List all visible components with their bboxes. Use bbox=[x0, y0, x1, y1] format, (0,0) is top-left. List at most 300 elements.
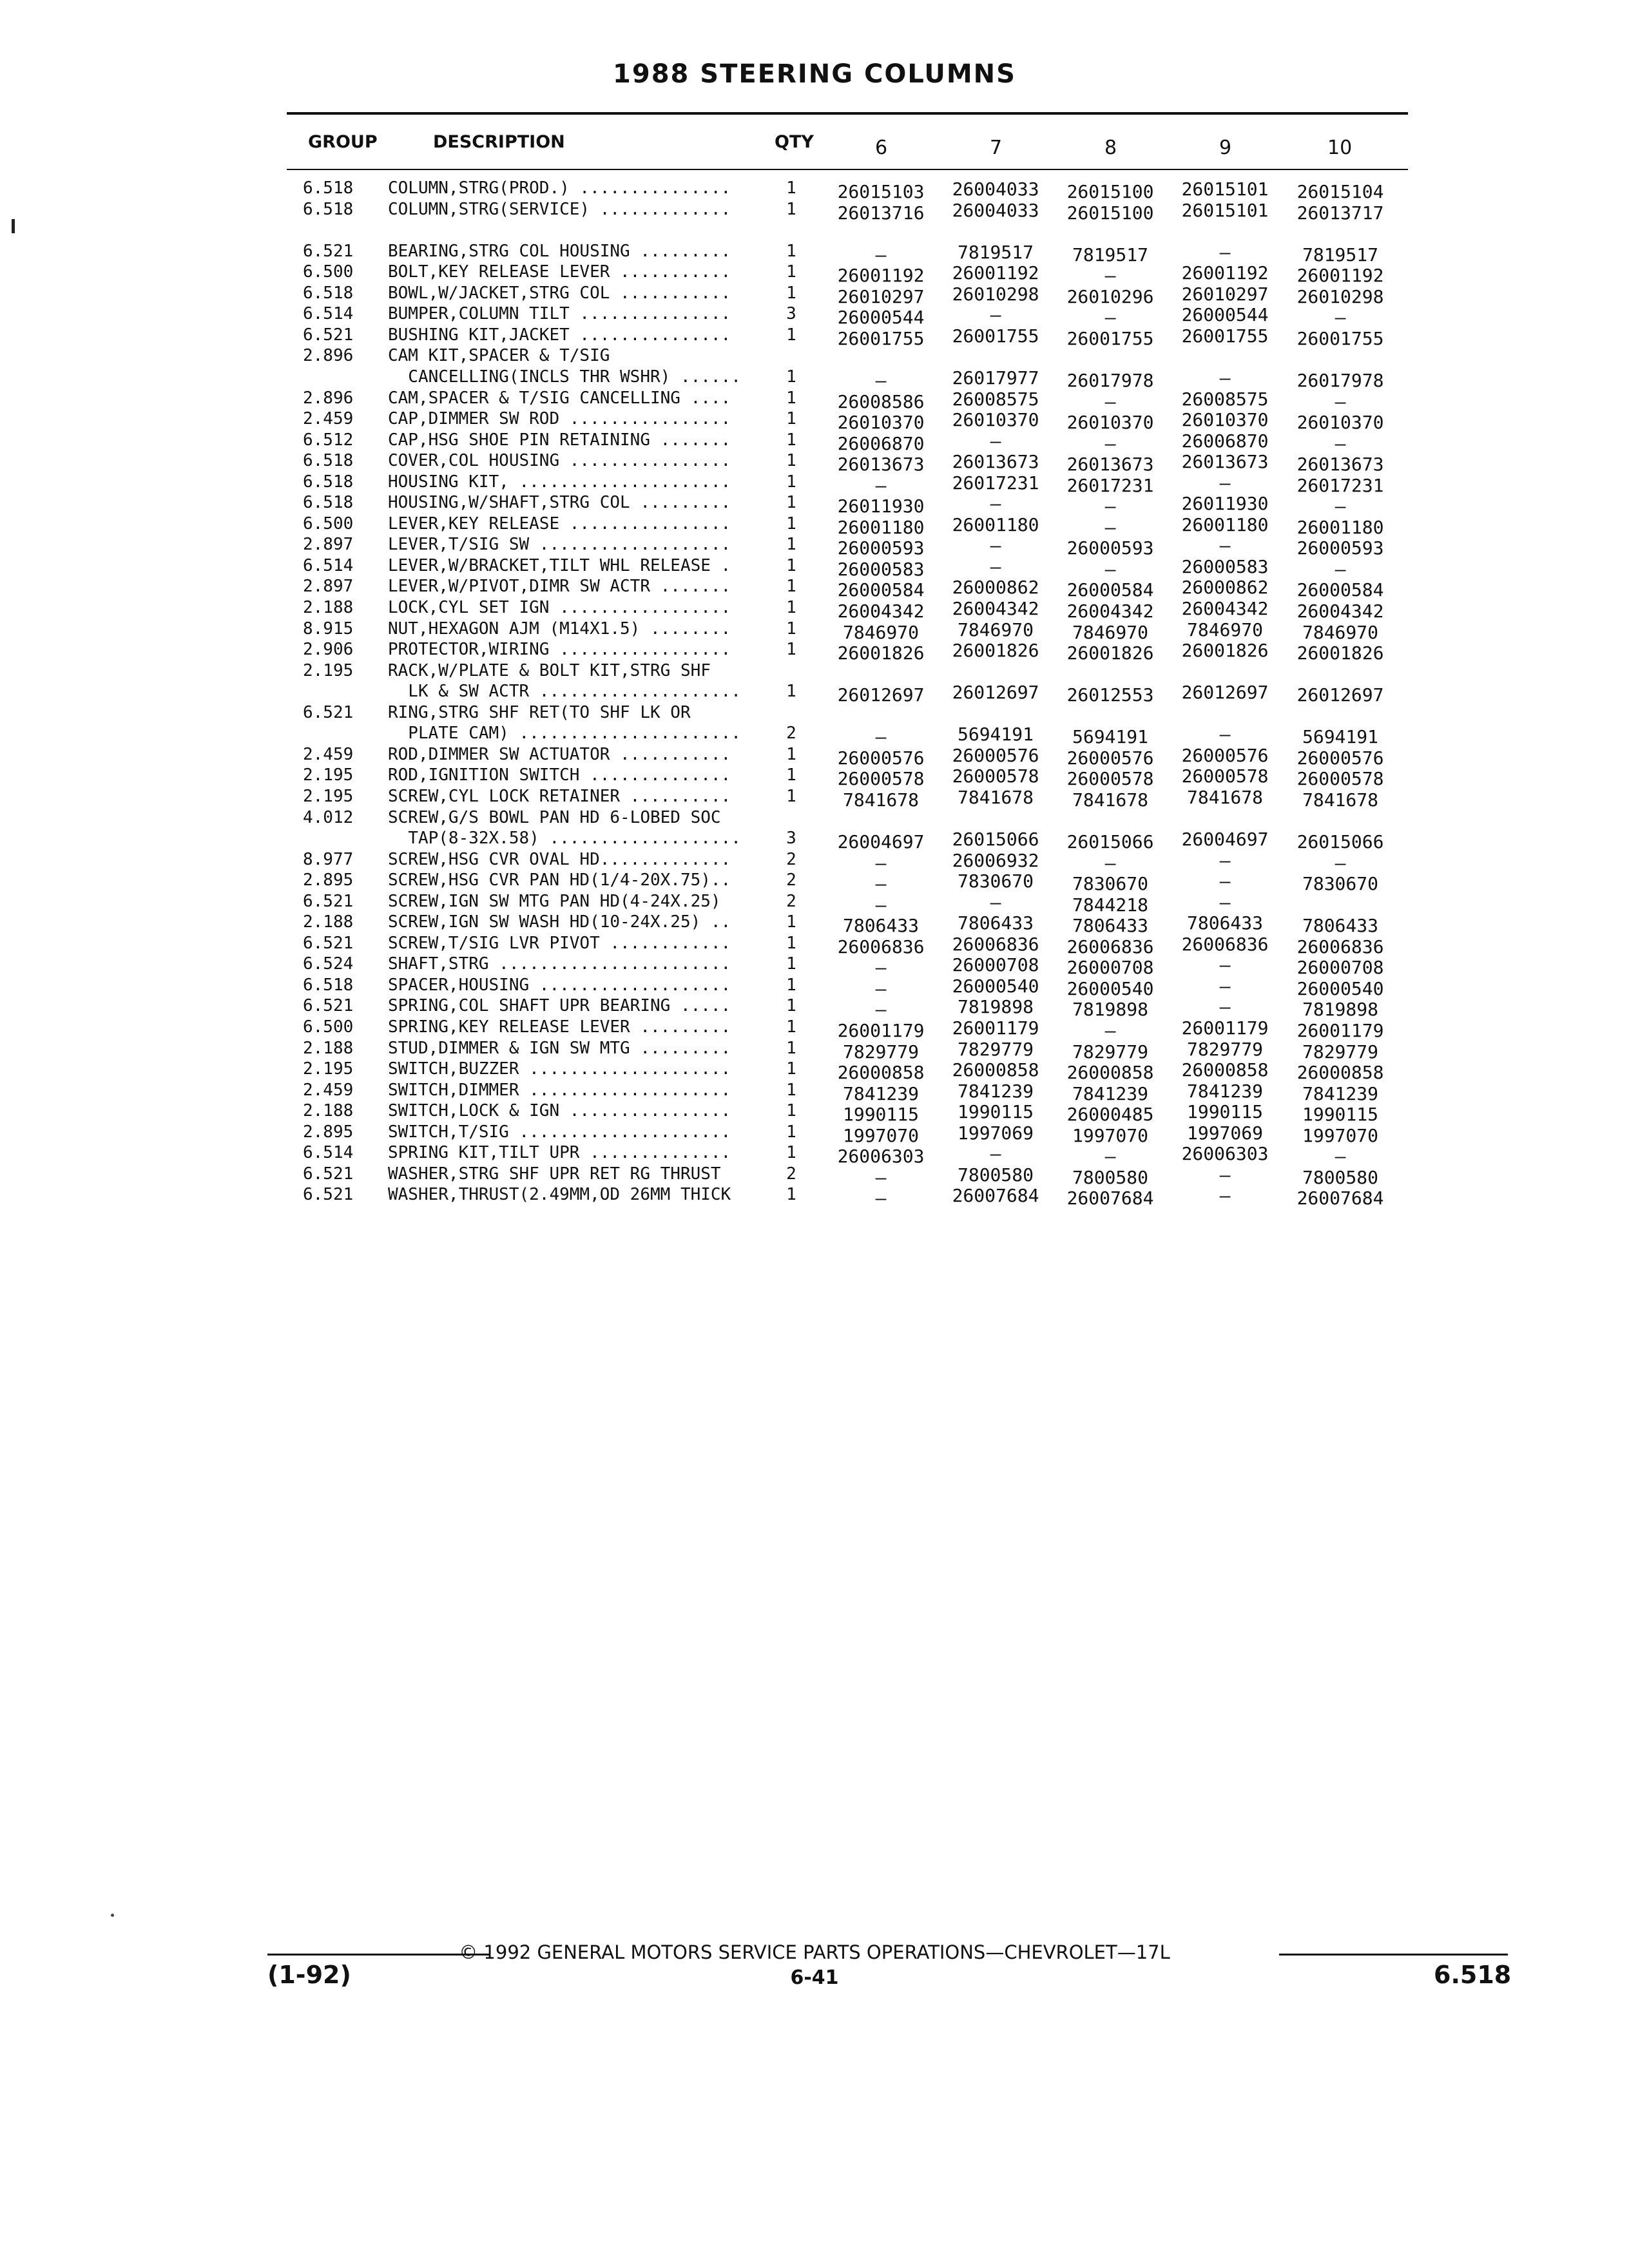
part-number-col-10: — bbox=[1335, 558, 1346, 580]
part-number-col-7: 7819898 bbox=[957, 996, 1034, 1018]
part-qty: 1 bbox=[786, 933, 796, 953]
part-number-col-9: 7841678 bbox=[1186, 786, 1263, 808]
part-number-col-8: 26012553 bbox=[1066, 684, 1154, 706]
part-number-col-8: 26000576 bbox=[1066, 747, 1154, 769]
part-description: SCREW,HSG CVR PAN HD(1/4-20X.75).. bbox=[388, 870, 731, 890]
group-code: 6.524 bbox=[303, 954, 354, 974]
part-number-col-9: 26001180 bbox=[1181, 514, 1269, 535]
part-description: BOLT,KEY RELEASE LEVER ........... bbox=[388, 262, 731, 282]
part-description: COVER,COL HOUSING ................ bbox=[388, 451, 731, 471]
part-number-col-7: 26013673 bbox=[952, 451, 1039, 473]
part-number-col-6: 26004697 bbox=[837, 831, 925, 853]
part-number-col-6: 26000593 bbox=[837, 537, 925, 559]
part-qty: 1 bbox=[786, 996, 796, 1016]
part-number-col-6: 7829779 bbox=[842, 1041, 919, 1062]
part-number-col-9: 26001192 bbox=[1181, 262, 1269, 284]
part-number-col-6: 26012697 bbox=[837, 684, 925, 706]
table-row bbox=[0, 1142, 1629, 1168]
group-code: 8.915 bbox=[303, 619, 354, 639]
part-number-col-8: 26015066 bbox=[1066, 831, 1154, 853]
part-number-col-8: 26015100 bbox=[1066, 202, 1154, 224]
table-row bbox=[0, 1059, 1629, 1084]
part-number-col-8: 7800580 bbox=[1072, 1166, 1148, 1188]
part-number-col-10: 26010370 bbox=[1296, 412, 1384, 434]
part-description: SWITCH,T/SIG ..................... bbox=[388, 1122, 731, 1142]
part-number-col-6: 26000584 bbox=[837, 579, 925, 601]
part-number-col-9: 26010297 bbox=[1181, 283, 1269, 305]
page-title: 1988 STEERING COLUMNS bbox=[613, 59, 1016, 89]
part-number-col-7: — bbox=[990, 535, 1001, 557]
part-number-col-9: — bbox=[1219, 954, 1231, 976]
part-number-col-10: 1990115 bbox=[1302, 1104, 1378, 1126]
part-qty: 1 bbox=[786, 954, 796, 974]
part-number-col-6: 26006870 bbox=[837, 432, 925, 454]
group-code: 2.195 bbox=[303, 786, 354, 806]
part-description: SWITCH,DIMMER .................... bbox=[388, 1080, 731, 1100]
part-qty: 2 bbox=[786, 870, 796, 890]
table-row bbox=[0, 367, 1629, 389]
part-number-col-6: 26000583 bbox=[837, 558, 925, 580]
part-qty: 1 bbox=[786, 451, 796, 471]
part-number-col-7: 26001179 bbox=[952, 1017, 1039, 1039]
part-number-col-9: 26012697 bbox=[1181, 682, 1269, 704]
part-number-col-7: 1990115 bbox=[957, 1101, 1034, 1123]
part-qty: 1 bbox=[786, 325, 796, 345]
part-number-col-7: — bbox=[990, 304, 1001, 326]
part-number-col-6: — bbox=[875, 1166, 887, 1188]
part-description: BUSHING KIT,JACKET ............... bbox=[388, 325, 731, 345]
part-number-col-7: 7830670 bbox=[957, 870, 1034, 892]
table-row bbox=[0, 933, 1629, 955]
table-row bbox=[0, 220, 1629, 242]
group-code: 6.500 bbox=[303, 262, 354, 282]
part-number-col-10: 5694191 bbox=[1302, 726, 1378, 748]
part-number-col-7: 26006932 bbox=[952, 849, 1039, 871]
table-row bbox=[0, 681, 1629, 706]
footer-page-number: 6-41 bbox=[790, 1966, 839, 1989]
table-row bbox=[0, 178, 1629, 200]
header-col-9: 9 bbox=[1219, 137, 1232, 159]
table-row bbox=[0, 408, 1629, 434]
part-description: SCREW,CYL LOCK RETAINER .......... bbox=[388, 786, 731, 806]
part-qty: 1 bbox=[786, 199, 796, 219]
part-description: CANCELLING(INCLS THR WSHR) ...... bbox=[388, 367, 741, 387]
table-row bbox=[0, 660, 1629, 682]
group-code: 2.459 bbox=[303, 409, 354, 429]
part-description: STUD,DIMMER & IGN SW MTG ......... bbox=[388, 1038, 731, 1058]
part-number-col-9: 26006870 bbox=[1181, 430, 1269, 452]
table-row bbox=[0, 388, 1629, 410]
part-number-col-9: — bbox=[1219, 849, 1231, 871]
part-number-col-6: — bbox=[875, 1187, 887, 1209]
header-col-10: 10 bbox=[1327, 137, 1353, 159]
part-description: RACK,W/PLATE & BOLT KIT,STRG SHF bbox=[388, 660, 711, 680]
group-code: 2.188 bbox=[303, 1101, 354, 1121]
part-number-col-9: 7846970 bbox=[1186, 619, 1263, 640]
group-code: 2.195 bbox=[303, 765, 354, 785]
part-number-col-9: 26004342 bbox=[1181, 598, 1269, 619]
part-number-col-6: 26000578 bbox=[837, 768, 925, 790]
part-number-col-6: 26001179 bbox=[837, 1020, 925, 1041]
part-number-col-6: 26000858 bbox=[837, 1062, 925, 1084]
header-qty: QTY bbox=[775, 132, 814, 152]
part-description: BUMPER,COLUMN TILT ............... bbox=[388, 304, 731, 324]
table-row bbox=[0, 1017, 1629, 1039]
part-qty: 1 bbox=[786, 912, 796, 932]
part-number-col-6: 7806433 bbox=[842, 915, 919, 937]
part-number-col-8: — bbox=[1104, 307, 1116, 329]
part-number-col-6: — bbox=[875, 474, 887, 496]
table-row bbox=[0, 199, 1629, 224]
group-code: 6.518 bbox=[303, 472, 354, 492]
part-description: TAP(8-32X.58) ................... bbox=[388, 829, 741, 849]
footer-date-code: (1-92) bbox=[267, 1961, 351, 1989]
part-number-col-8: 26000708 bbox=[1066, 957, 1154, 979]
part-description: LK & SW ACTR .................... bbox=[388, 682, 741, 702]
part-number-col-9: 26015101 bbox=[1181, 178, 1269, 200]
part-qty: 1 bbox=[786, 577, 796, 597]
part-number-col-10: 7841678 bbox=[1302, 789, 1378, 811]
part-number-col-7: 26010298 bbox=[952, 283, 1039, 305]
part-description: SWITCH,LOCK & IGN ................ bbox=[388, 1101, 731, 1121]
part-number-col-10: 26001180 bbox=[1296, 516, 1384, 538]
table-row bbox=[0, 995, 1629, 1021]
part-number-col-9: — bbox=[1219, 472, 1231, 494]
part-description: SCREW,IGN SW WASH HD(10-24X.25) .. bbox=[388, 912, 731, 932]
part-number-col-9: — bbox=[1219, 891, 1231, 913]
part-number-col-8: — bbox=[1104, 390, 1116, 412]
part-number-col-9: — bbox=[1219, 975, 1231, 997]
part-number-col-9: 26001179 bbox=[1181, 1017, 1269, 1039]
part-number-col-8: 26007684 bbox=[1066, 1187, 1154, 1209]
table-row bbox=[0, 325, 1629, 347]
group-code: 6.514 bbox=[303, 304, 354, 324]
part-number-col-10: 26013673 bbox=[1296, 454, 1384, 476]
part-qty: 1 bbox=[786, 1080, 796, 1100]
part-qty: 1 bbox=[786, 409, 796, 429]
part-number-col-9: — bbox=[1219, 724, 1231, 745]
part-number-col-8: 26000593 bbox=[1066, 537, 1154, 559]
part-number-col-7: 26006836 bbox=[952, 933, 1039, 955]
part-number-col-9: 26010370 bbox=[1181, 409, 1269, 431]
group-code: 2.195 bbox=[303, 660, 354, 680]
part-number-col-9: 26011930 bbox=[1181, 493, 1269, 515]
part-number-col-10: 26007684 bbox=[1296, 1187, 1384, 1209]
part-number-col-6: 26001180 bbox=[837, 516, 925, 538]
part-number-col-8: 26017978 bbox=[1066, 369, 1154, 391]
part-number-col-10: 7806433 bbox=[1302, 915, 1378, 937]
part-number-col-7: 26000858 bbox=[952, 1059, 1039, 1081]
part-description: SWITCH,BUZZER .................... bbox=[388, 1059, 731, 1079]
part-number-col-9: 26006836 bbox=[1181, 933, 1269, 955]
part-qty: 1 bbox=[786, 975, 796, 995]
part-number-col-9: — bbox=[1219, 535, 1231, 557]
part-description: PROTECTOR,WIRING ................. bbox=[388, 640, 731, 660]
part-number-col-10: 26001755 bbox=[1296, 327, 1384, 349]
group-code: 6.521 bbox=[303, 1164, 354, 1184]
table-row bbox=[0, 744, 1629, 769]
part-number-col-10: 26010298 bbox=[1296, 285, 1384, 307]
part-number-col-9: 26000544 bbox=[1181, 304, 1269, 326]
part-number-col-8: 7806433 bbox=[1072, 915, 1148, 937]
part-qty: 1 bbox=[786, 1185, 796, 1205]
part-qty: 1 bbox=[786, 388, 796, 408]
part-description: SPRING,COL SHAFT UPR BEARING ..... bbox=[388, 996, 731, 1016]
part-number-col-10: 26006836 bbox=[1296, 936, 1384, 957]
part-number-col-7: — bbox=[990, 493, 1001, 515]
part-number-col-9: 26000576 bbox=[1181, 744, 1269, 766]
table-row bbox=[0, 283, 1629, 305]
part-description: BOWL,W/JACKET,STRG COL ........... bbox=[388, 283, 731, 303]
table-row bbox=[0, 597, 1629, 622]
group-code: 6.514 bbox=[303, 555, 354, 575]
group-code: 2.459 bbox=[303, 1080, 354, 1100]
part-number-col-8: 26000485 bbox=[1066, 1104, 1154, 1126]
group-code: 6.521 bbox=[303, 891, 354, 911]
part-number-col-10: — bbox=[1335, 852, 1346, 874]
part-number-col-9: — bbox=[1219, 1185, 1231, 1207]
group-code: 6.518 bbox=[303, 178, 354, 198]
table-row bbox=[0, 430, 1629, 452]
part-number-col-7: 26010370 bbox=[952, 409, 1039, 431]
part-qty: 3 bbox=[786, 304, 796, 324]
group-code: 2.459 bbox=[303, 744, 354, 764]
part-number-col-7: 7846970 bbox=[957, 619, 1034, 640]
table-row bbox=[0, 262, 1629, 287]
part-number-col-9: 26000578 bbox=[1181, 765, 1269, 787]
part-number-col-8: — bbox=[1104, 495, 1116, 517]
part-description: SCREW,HSG CVR OVAL HD............. bbox=[388, 849, 731, 869]
part-description: ROD,DIMMER SW ACTUATOR ........... bbox=[388, 744, 731, 764]
group-code: 6.518 bbox=[303, 493, 354, 513]
part-number-col-9: — bbox=[1219, 996, 1231, 1018]
part-number-col-6: — bbox=[875, 894, 887, 916]
part-number-col-10: — bbox=[1335, 432, 1346, 454]
part-number-col-10: 26015066 bbox=[1296, 831, 1384, 853]
part-number-col-10: 26000708 bbox=[1296, 957, 1384, 979]
table-row bbox=[0, 870, 1629, 895]
part-number-col-7: 26007684 bbox=[952, 1185, 1039, 1207]
group-code: 2.188 bbox=[303, 1038, 354, 1058]
part-description: ROD,IGNITION SWITCH .............. bbox=[388, 765, 731, 785]
part-number-col-10: 26013717 bbox=[1296, 202, 1384, 224]
part-number-col-6: — bbox=[875, 999, 887, 1021]
part-number-col-10: 7846970 bbox=[1302, 621, 1378, 643]
part-number-col-8: 7841678 bbox=[1072, 789, 1148, 811]
group-code: 2.188 bbox=[303, 598, 354, 617]
part-qty: 1 bbox=[786, 493, 796, 513]
group-code: 2.897 bbox=[303, 577, 354, 597]
part-number-col-7: 26000578 bbox=[952, 765, 1039, 787]
part-description: SCREW,IGN SW MTG PAN HD(4-24X.25) bbox=[388, 891, 731, 911]
table-row bbox=[0, 954, 1629, 979]
table-row bbox=[0, 828, 1629, 853]
part-qty: 2 bbox=[786, 891, 796, 911]
part-qty: 1 bbox=[786, 619, 796, 639]
part-qty: 1 bbox=[786, 598, 796, 617]
part-number-col-9: 26013673 bbox=[1181, 451, 1269, 473]
part-number-col-7: 26008575 bbox=[952, 388, 1039, 410]
part-number-col-6: 7846970 bbox=[842, 621, 919, 643]
table-row bbox=[0, 765, 1629, 790]
part-qty: 1 bbox=[786, 262, 796, 282]
group-code: 2.896 bbox=[303, 388, 354, 408]
part-qty: 1 bbox=[786, 1101, 796, 1121]
part-description: PLATE CAM) ...................... bbox=[388, 724, 741, 744]
part-number-col-6: 26000544 bbox=[837, 307, 925, 329]
group-code: 2.188 bbox=[303, 912, 354, 932]
part-number-col-8: 26010296 bbox=[1066, 285, 1154, 307]
part-number-col-7: — bbox=[990, 1143, 1001, 1165]
part-qty: 1 bbox=[786, 283, 796, 303]
part-number-col-6: 26011930 bbox=[837, 495, 925, 517]
part-qty: 3 bbox=[786, 829, 796, 849]
part-number-col-9: — bbox=[1219, 241, 1231, 263]
group-code: 2.895 bbox=[303, 1122, 354, 1142]
part-number-col-9: 26000583 bbox=[1181, 555, 1269, 577]
group-code: 6.518 bbox=[303, 199, 354, 219]
part-number-col-6: — bbox=[875, 369, 887, 391]
table-row bbox=[0, 1100, 1629, 1126]
part-number-col-7: — bbox=[990, 555, 1001, 577]
part-number-col-8: 26004342 bbox=[1066, 601, 1154, 622]
part-description: RING,STRG SHF RET(TO SHF LK OR bbox=[388, 702, 691, 722]
part-number-col-10: 1997070 bbox=[1302, 1124, 1378, 1146]
part-description: SCREW,T/SIG LVR PIVOT ............ bbox=[388, 933, 731, 953]
part-number-col-8: 26006836 bbox=[1066, 936, 1154, 957]
part-number-col-10: — bbox=[1335, 307, 1346, 329]
header-bottom-rule bbox=[287, 169, 1408, 170]
part-number-col-10: 7819517 bbox=[1302, 244, 1378, 265]
part-number-col-8: — bbox=[1104, 265, 1116, 287]
part-description: BEARING,STRG COL HOUSING ......... bbox=[388, 241, 731, 261]
part-number-col-10: 26001179 bbox=[1296, 1020, 1384, 1041]
part-number-col-7: 7806433 bbox=[957, 912, 1034, 934]
part-qty: 1 bbox=[786, 1143, 796, 1163]
part-qty: 1 bbox=[786, 765, 796, 785]
part-number-col-10: — bbox=[1335, 1146, 1346, 1168]
part-number-col-8: 7819517 bbox=[1072, 244, 1148, 265]
part-qty: 2 bbox=[786, 724, 796, 744]
part-number-col-9: 1997069 bbox=[1186, 1122, 1263, 1144]
table-row bbox=[0, 1184, 1629, 1209]
part-description: SHAFT,STRG ....................... bbox=[388, 954, 731, 974]
part-number-col-6: 26006303 bbox=[837, 1146, 925, 1168]
part-number-col-9: 7829779 bbox=[1186, 1038, 1263, 1060]
part-number-col-10: 26000540 bbox=[1296, 977, 1384, 999]
part-number-col-7: 5694191 bbox=[957, 724, 1034, 745]
part-number-col-9: 26001826 bbox=[1181, 640, 1269, 662]
part-description: SPRING KIT,TILT UPR .............. bbox=[388, 1143, 731, 1163]
part-number-col-6: 1990115 bbox=[842, 1104, 919, 1126]
part-number-col-8: — bbox=[1104, 1020, 1116, 1041]
part-number-col-7: 26017977 bbox=[952, 367, 1039, 389]
table-row bbox=[0, 1164, 1629, 1186]
part-qty: 1 bbox=[786, 367, 796, 387]
part-description: LEVER,W/PIVOT,DIMR SW ACTR ....... bbox=[388, 577, 731, 597]
part-description: CAM,SPACER & T/SIG CANCELLING .... bbox=[388, 388, 731, 408]
table-row bbox=[0, 1122, 1629, 1144]
table-row bbox=[0, 345, 1629, 367]
part-description: SCREW,G/S BOWL PAN HD 6-LOBED SOC bbox=[388, 807, 721, 827]
part-number-col-10: 26001192 bbox=[1296, 265, 1384, 287]
part-description: COLUMN,STRG(PROD.) ............... bbox=[388, 178, 731, 198]
table-row bbox=[0, 534, 1629, 559]
part-number-col-8: 7841239 bbox=[1072, 1082, 1148, 1104]
part-number-col-6: 7841678 bbox=[842, 789, 919, 811]
part-description: HOUSING KIT, ..................... bbox=[388, 472, 731, 492]
part-number-col-6: 26013716 bbox=[837, 202, 925, 224]
part-number-col-6: 26010370 bbox=[837, 412, 925, 434]
part-number-col-10: 26017978 bbox=[1296, 369, 1384, 391]
part-number-col-8: 7829779 bbox=[1072, 1041, 1148, 1062]
part-number-col-7: 26015066 bbox=[952, 829, 1039, 850]
header-col-7: 7 bbox=[990, 137, 1003, 159]
part-number-col-7: 7819517 bbox=[957, 241, 1034, 263]
part-number-col-10: 26012697 bbox=[1296, 684, 1384, 706]
part-number-col-8: 26000584 bbox=[1066, 579, 1154, 601]
part-number-col-10: — bbox=[1335, 495, 1346, 517]
table-row bbox=[0, 303, 1629, 329]
table-row bbox=[0, 723, 1629, 748]
group-code: 6.518 bbox=[303, 451, 354, 471]
part-number-col-7: — bbox=[990, 891, 1001, 913]
part-number-col-8: 1997070 bbox=[1072, 1124, 1148, 1146]
table-row bbox=[0, 702, 1629, 724]
group-code: 6.500 bbox=[303, 514, 354, 533]
table-row bbox=[0, 492, 1629, 517]
group-code: 6.514 bbox=[303, 1143, 354, 1163]
part-number-col-10: 7800580 bbox=[1302, 1166, 1378, 1188]
part-number-col-10: 26000576 bbox=[1296, 747, 1384, 769]
footer-section-number: 6.518 bbox=[1434, 1961, 1512, 1989]
part-description: CAP,DIMMER SW ROD ................ bbox=[388, 409, 731, 429]
header-col-8: 8 bbox=[1104, 137, 1117, 159]
part-number-col-8: 7830670 bbox=[1072, 873, 1148, 895]
part-description: LEVER,T/SIG SW ................... bbox=[388, 535, 731, 555]
part-number-col-8: 7846970 bbox=[1072, 621, 1148, 643]
table-row bbox=[0, 975, 1629, 997]
part-number-col-6: 26008586 bbox=[837, 390, 925, 412]
part-number-col-7: 26004033 bbox=[952, 178, 1039, 200]
part-number-col-7: 26001192 bbox=[952, 262, 1039, 284]
part-number-col-10: 26000578 bbox=[1296, 768, 1384, 790]
part-number-col-9: 26000862 bbox=[1181, 577, 1269, 599]
part-qty: 1 bbox=[786, 430, 796, 450]
part-number-col-10: 26000584 bbox=[1296, 579, 1384, 601]
part-number-col-8: 26017231 bbox=[1066, 474, 1154, 496]
table-row bbox=[0, 786, 1629, 811]
part-number-col-8: 26001826 bbox=[1066, 642, 1154, 664]
part-qty: 1 bbox=[786, 178, 796, 198]
part-description: SPRING,KEY RELEASE LEVER ......... bbox=[388, 1017, 731, 1037]
group-code: 6.500 bbox=[303, 1017, 354, 1037]
part-number-col-6: — bbox=[875, 977, 887, 999]
part-number-col-6: 26015103 bbox=[837, 181, 925, 202]
group-code: 2.896 bbox=[303, 346, 354, 366]
table-row bbox=[0, 472, 1629, 494]
table-row bbox=[0, 576, 1629, 601]
part-description: WASHER,THRUST(2.49MM,OD 26MM THICK bbox=[388, 1185, 731, 1205]
part-number-col-9: 26015101 bbox=[1181, 199, 1269, 221]
part-number-col-7: 26000862 bbox=[952, 577, 1039, 599]
table-row bbox=[0, 807, 1629, 829]
part-description: NUT,HEXAGON AJM (M14X1.5) ........ bbox=[388, 619, 731, 639]
part-qty: 1 bbox=[786, 1038, 796, 1058]
part-number-col-6: — bbox=[875, 957, 887, 979]
header-col-6: 6 bbox=[875, 137, 888, 159]
part-number-col-9: 7806433 bbox=[1186, 912, 1263, 934]
